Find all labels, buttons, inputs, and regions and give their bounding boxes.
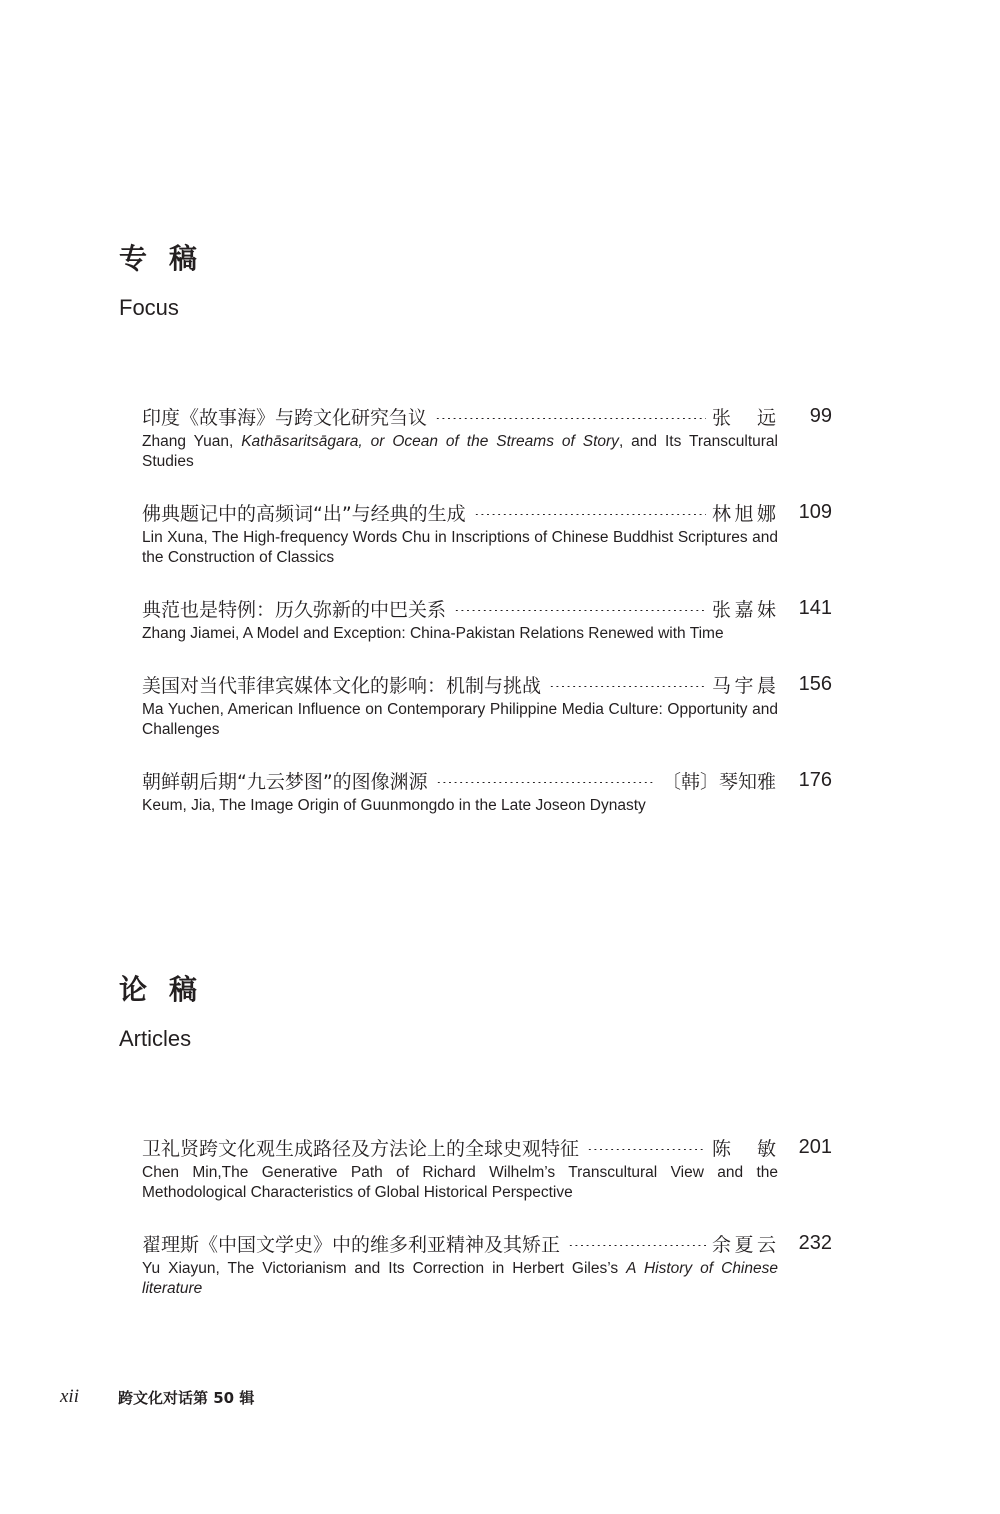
entry-page-number: 176 bbox=[798, 768, 832, 791]
entry-title-en: Ma Yuchen, American Influence on Contemporary Philippine Media Culture: Opportunity and Challenges bbox=[142, 701, 778, 738]
entry-title-zh: 佛典题记中的高频词“出”与经典的生成 bbox=[142, 502, 466, 525]
dot-leader bbox=[587, 1149, 706, 1150]
entry-title-en: Yu Xiayun, The Victorianism and Its Correction in Herbert Giles’s A History of Chinese literature bbox=[142, 1260, 778, 1297]
entry-page-number: 201 bbox=[798, 1135, 832, 1158]
entry-title-zh: 卫礼贤跨文化观生成路径及方法论上的全球史观特征 bbox=[142, 1137, 580, 1160]
dot-leader bbox=[435, 418, 706, 419]
entry-author: 马宇晨 bbox=[712, 674, 776, 697]
toc-entry[interactable] bbox=[142, 498, 832, 568]
entry-title-zh: 典范也是特例：历久弥新的中巴关系 bbox=[142, 598, 447, 621]
entry-title-zh: 朝鲜朝后期“九云梦图”的图像渊源 bbox=[142, 770, 428, 793]
entry-author: 林旭娜 bbox=[712, 502, 776, 525]
entry-page-number: 156 bbox=[798, 672, 832, 695]
toc-entry[interactable] bbox=[142, 766, 832, 816]
entry-title-zh: 美国对当代菲律宾媒体文化的影响：机制与挑战 bbox=[142, 674, 542, 697]
entry-page-number: 109 bbox=[798, 500, 832, 523]
page-footer bbox=[60, 1386, 254, 1408]
toc-entry[interactable] bbox=[142, 1133, 832, 1203]
entry-title-en: Chen Min,The Generative Path of Richard Wilhelm’s Transcultural View and the Methodological Characteristics of Global Historical Perspective bbox=[142, 1164, 778, 1201]
entry-page-number: 99 bbox=[809, 404, 832, 427]
toc-entry[interactable] bbox=[142, 670, 832, 740]
section-title-focus: 专稿 bbox=[119, 242, 220, 275]
toc-entry[interactable] bbox=[142, 402, 832, 472]
dot-leader bbox=[549, 686, 706, 687]
page-folio: xii bbox=[60, 1386, 79, 1407]
section-subtitle-focus: Focus bbox=[119, 295, 179, 320]
toc-entry[interactable] bbox=[142, 594, 832, 644]
entry-author: 余夏云 bbox=[712, 1233, 776, 1256]
entry-author: 〔韩〕琴知雅 bbox=[661, 770, 776, 793]
toc-entry[interactable] bbox=[142, 1229, 832, 1299]
entry-title-en: Zhang Yuan, Kathāsaritsāgara, or Ocean of the Streams of Story, and Its Transcultural Studies bbox=[142, 433, 778, 470]
section-subtitle-articles: Articles bbox=[119, 1026, 192, 1051]
section-articles bbox=[119, 973, 839, 1051]
entry-title-en: Lin Xuna, The High-frequency Words Chu in Inscriptions of Chinese Buddhist Scriptures and the Construction of Classics bbox=[142, 529, 778, 566]
entry-title-zh: 印度《故事海》与跨文化研究刍议 bbox=[142, 406, 428, 429]
journal-title: 跨文化对话第 50 辑 bbox=[118, 1388, 255, 1407]
entry-author: 张远 bbox=[712, 406, 776, 429]
entry-title-en: Keum, Jia, The Image Origin of Guunmongdo in the Late Joseon Dynasty bbox=[142, 797, 646, 814]
entry-page-number: 141 bbox=[798, 596, 832, 619]
entry-author: 陈敏 bbox=[712, 1137, 776, 1160]
entry-author: 张嘉妹 bbox=[712, 598, 776, 621]
dot-leader bbox=[454, 610, 706, 611]
entry-title-en: Zhang Jiamei, A Model and Exception: China-Pakistan Relations Renewed with Time bbox=[142, 625, 724, 642]
dot-leader bbox=[436, 782, 656, 783]
entry-title-zh: 翟理斯《中国文学史》中的维多利亚精神及其矫正 bbox=[142, 1233, 561, 1256]
section-title-articles: 论稿 bbox=[119, 973, 220, 1006]
entry-page-number: 232 bbox=[798, 1231, 832, 1254]
section-focus bbox=[119, 242, 839, 320]
dot-leader bbox=[474, 514, 706, 515]
dot-leader bbox=[568, 1245, 706, 1246]
